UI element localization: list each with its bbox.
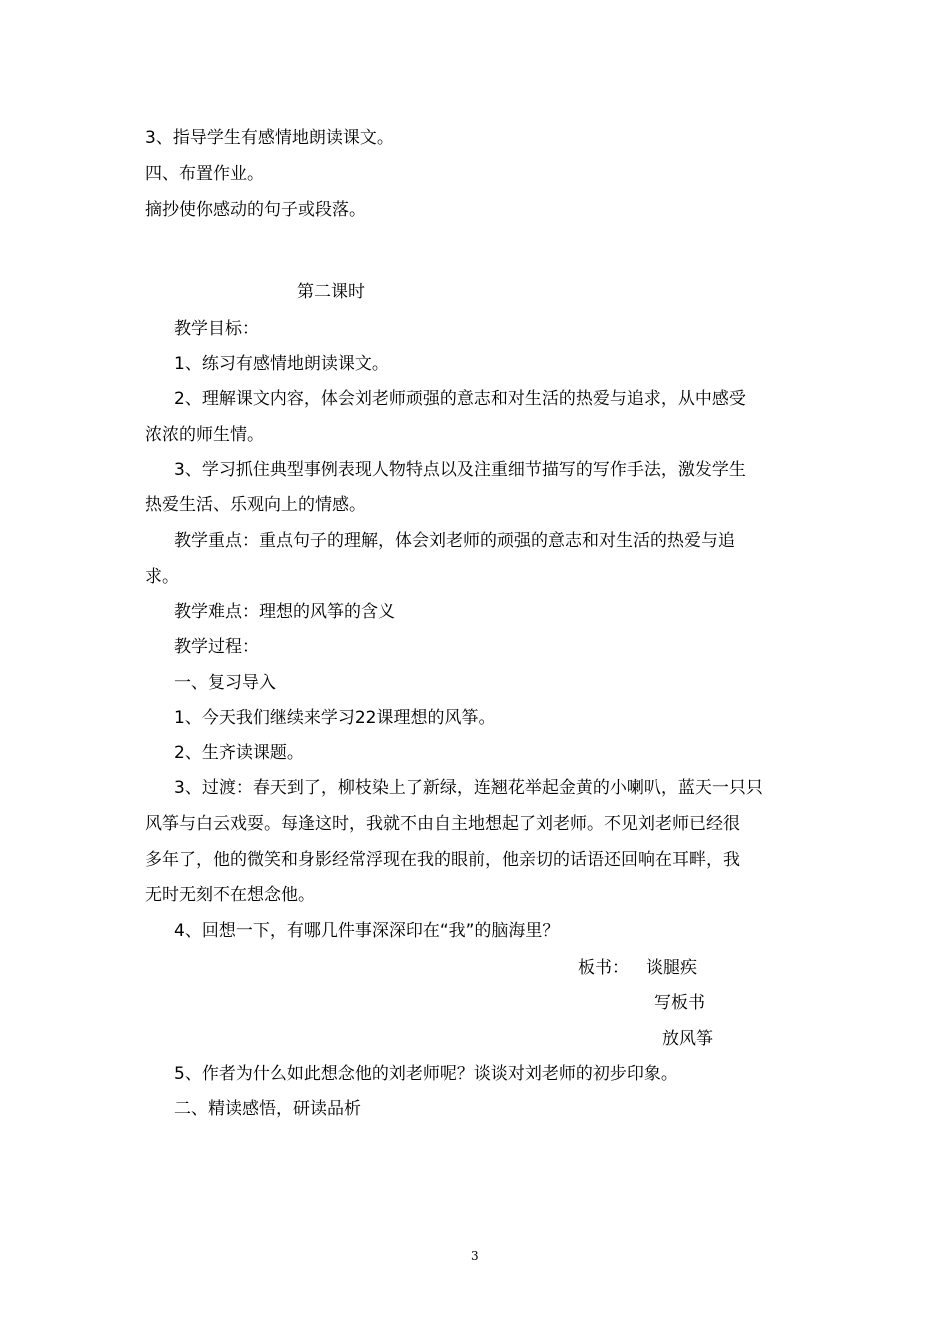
part-1-heading: 一、复习导入 bbox=[174, 673, 276, 693]
difficulty-point: 教学难点：理想的风筝的含义 bbox=[174, 602, 395, 622]
key-point-line-2: 求。 bbox=[145, 567, 179, 587]
step-3-line-3: 多年了，他的微笑和身影经常浮现在我的眼前，他亲切的话语还回响在耳畔，我 bbox=[145, 850, 740, 870]
part-2-heading: 二、精读感悟，研读品析 bbox=[174, 1099, 361, 1119]
board-item-2: 写板书 bbox=[654, 993, 705, 1013]
goal-2-line-2: 浓浓的师生情。 bbox=[145, 425, 264, 445]
section-4-heading: 四、布置作业。 bbox=[145, 164, 264, 184]
goal-3-line-1: 3、学习抓住典型事例表现人物特点以及注重细节描写的写作手法，激发学生 bbox=[174, 460, 746, 480]
process-label: 教学过程： bbox=[174, 637, 259, 657]
board-item-3: 放风筝 bbox=[662, 1029, 713, 1049]
step-1: 1、今天我们继续来学习22课理想的风筝。 bbox=[174, 708, 496, 728]
goal-1: 1、练习有感情地朗读课文。 bbox=[174, 354, 389, 374]
goal-3-line-2: 热爱生活、乐观向上的情感。 bbox=[145, 495, 366, 515]
board-item-1: 谈腿疾 bbox=[646, 958, 697, 978]
step-5: 5、作者为什么如此想念他的刘老师呢？谈谈对刘老师的初步印象。 bbox=[174, 1064, 678, 1084]
goal-2-line-1: 2、理解课文内容，体会刘老师顽强的意志和对生活的热爱与追求，从中感受 bbox=[174, 389, 746, 409]
goals-label: 教学目标： bbox=[174, 319, 259, 339]
top-item-3: 3、指导学生有感情地朗读课文。 bbox=[145, 128, 394, 148]
step-3-line-1: 3、过渡：春天到了，柳枝染上了新绿，连翘花举起金黄的小喇叭，蓝天一只只 bbox=[174, 778, 763, 798]
lesson-title: 第二课时 bbox=[297, 282, 365, 302]
key-point-line-1: 教学重点：重点句子的理解，体会刘老师的顽强的意志和对生活的热爱与追 bbox=[174, 531, 735, 551]
step-4: 4、回想一下，有哪几件事深深印在“我”的脑海里？ bbox=[174, 921, 560, 941]
page-number: 3 bbox=[471, 1249, 479, 1263]
board-label: 板书： bbox=[578, 958, 629, 978]
step-3-line-2: 风筝与白云戏耍。每逢这时，我就不由自主地想起了刘老师。不见刘老师已经很 bbox=[145, 814, 740, 834]
homework-text: 摘抄使你感动的句子或段落。 bbox=[145, 200, 366, 220]
step-2: 2、生齐读课题。 bbox=[174, 743, 304, 763]
step-3-line-4: 无时无刻不在想念他。 bbox=[145, 885, 315, 905]
